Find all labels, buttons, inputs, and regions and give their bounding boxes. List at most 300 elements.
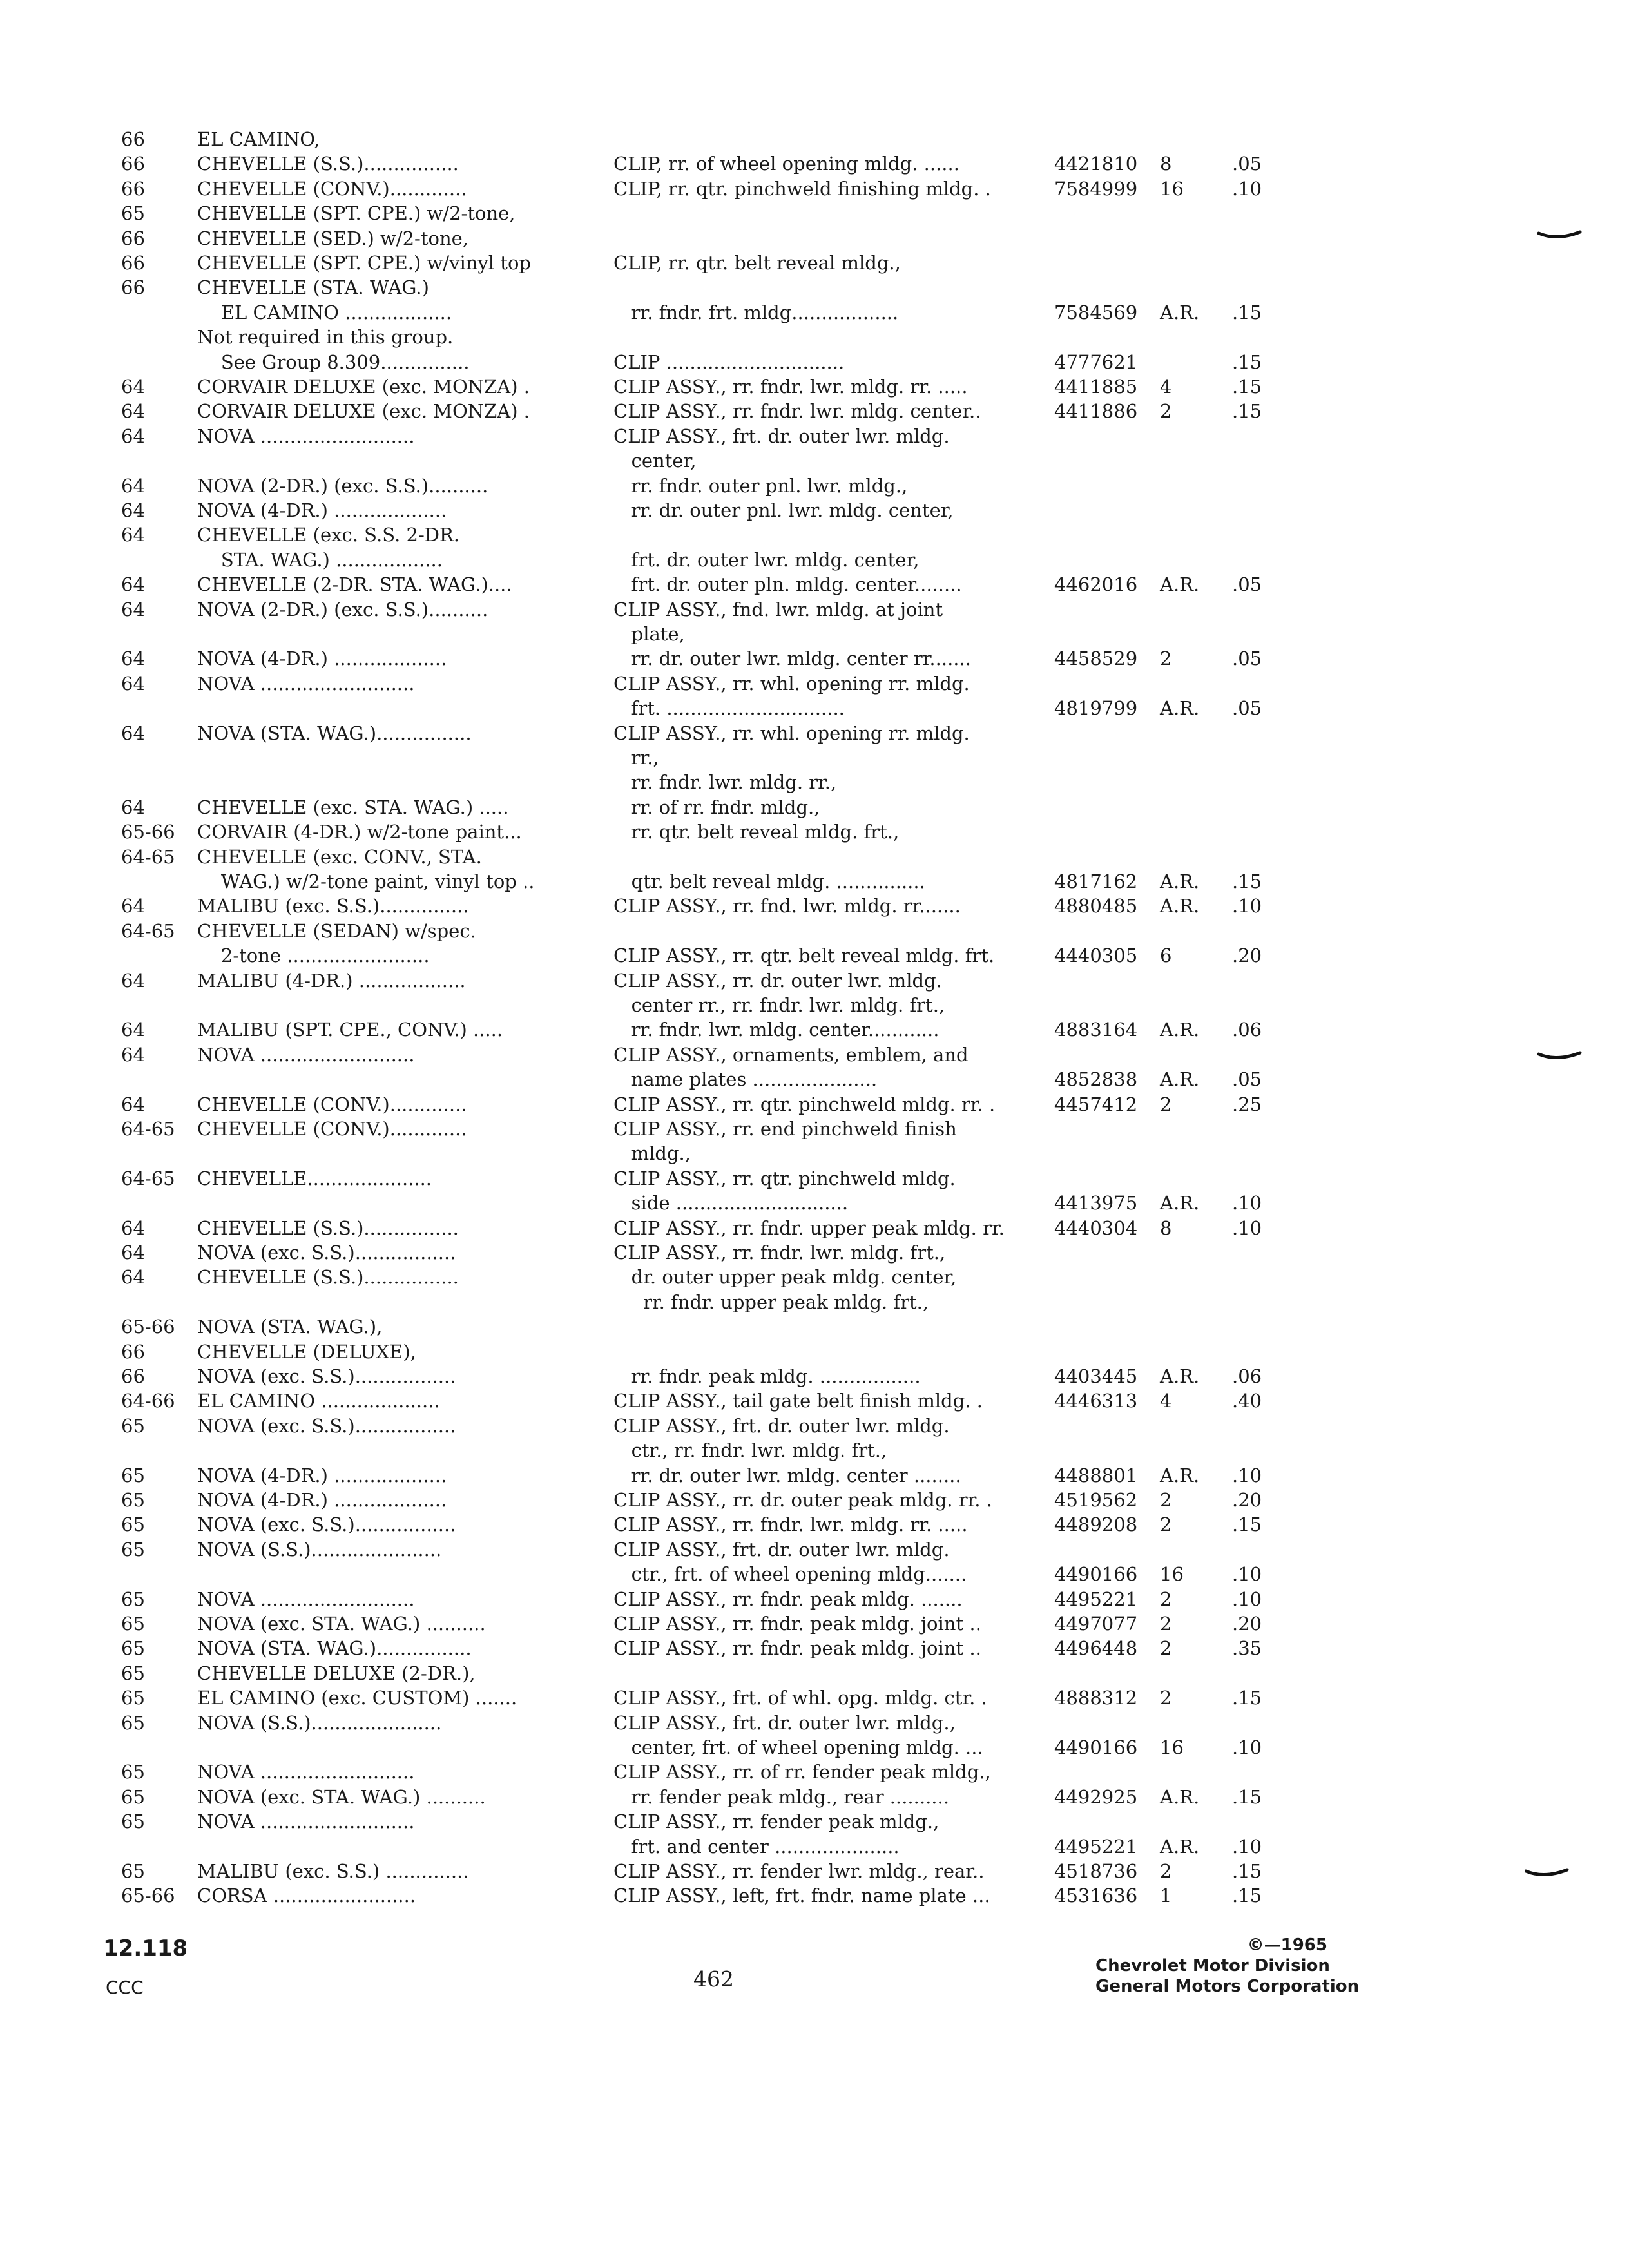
table-row [0,250,1629,276]
description-cell: CLIP ASSY., frt. dr. outer lwr. mldg. [613,1538,950,1561]
description-cell: ctr., frt. of wheel opening mldg....... [613,1563,967,1586]
year-cell: 64-65 [121,919,175,942]
quantity-cell: 2 [1160,648,1172,670]
description-cell: CLIP ASSY., frt. dr. outer lwr. mldg. [613,425,950,447]
year-cell: 65 [121,1637,145,1660]
table-row [0,943,1629,968]
price-cell: .05 [1232,1068,1262,1091]
table-row [0,1017,1629,1043]
model-cell: NOVA (STA. WAG.)................ [197,1637,472,1660]
table-row [0,1710,1629,1736]
division-name: Chevrolet Motor Division [1095,1956,1330,1975]
model-cell: NOVA .......................... [197,425,415,447]
model-cell: NOVA (4-DR.) ................... [197,1489,447,1511]
table-row [0,1314,1629,1340]
quantity-cell: 2 [1160,1860,1172,1882]
model-cell: MALIBU (exc. S.S.)............... [197,895,469,918]
table-row [0,844,1629,870]
description-cell: CLIP, rr. qtr. belt reveal mldg., [613,252,901,274]
table-row [0,423,1629,449]
table-row [0,1190,1629,1216]
table-row [0,1463,1629,1488]
table-row [0,1166,1629,1191]
year-cell: 64-65 [121,845,175,868]
description-cell: CLIP ASSY., rr. dr. outer peak mldg. rr. . [613,1489,992,1511]
year-cell: 64 [121,400,145,423]
description-cell: CLIP ASSY., rr. fnd. lwr. mldg. rr....... [613,895,961,918]
model-cell: CHEVELLE (S.S.)................ [197,153,459,175]
part-number-cell: 4440305 [1054,945,1138,967]
quantity-cell: 16 [1160,1563,1184,1586]
part-number-cell: 4883164 [1054,1019,1138,1041]
part-number-cell: 4457412 [1054,1093,1138,1115]
year-cell: 65 [121,1860,145,1882]
price-cell: .10 [1232,177,1262,200]
part-number-cell: 4496448 [1054,1637,1138,1660]
part-number-cell: 4458529 [1054,648,1138,670]
binding-tick-mark [1525,1867,1570,1880]
description-cell: side ............................. [613,1192,849,1215]
table-row [0,1240,1629,1265]
description-cell: dr. outer upper peak mldg. center, [613,1266,957,1289]
part-number-cell: 4421810 [1054,153,1138,175]
price-cell: .15 [1232,1860,1262,1882]
description-cell: CLIP ASSY., rr. qtr. belt reveal mldg. frt. [613,945,995,967]
year-cell: 64 [121,1242,145,1264]
model-cell: NOVA .......................... [197,1043,415,1066]
table-row [0,473,1629,499]
table-row [0,398,1629,424]
model-cell: NOVA (2-DR.) (exc. S.S.).......... [197,474,488,497]
description-cell: rr. dr. outer pnl. lwr. mldg. center, [613,499,954,521]
table-row [0,1388,1629,1414]
price-cell: .15 [1232,1687,1262,1709]
description-cell: frt. dr. outer pln. mldg. center........ [613,573,962,596]
description-cell: CLIP, rr. qtr. pinchweld finishing mldg. . [613,177,991,200]
model-cell: CORVAIR DELUXE (exc. MONZA) . [197,376,530,398]
description-cell: CLIP ASSY., ornaments, emblem, and [613,1043,969,1066]
model-cell: STA. WAG.) .................. [197,548,443,571]
quantity-cell: A.R. [1160,1464,1200,1486]
table-row [0,968,1629,994]
table-row [0,497,1629,523]
quantity-cell: A.R. [1160,697,1200,720]
price-cell: .15 [1232,1885,1262,1907]
model-cell: NOVA (exc. STA. WAG.) .......... [197,1785,486,1808]
quantity-cell: 16 [1160,1736,1184,1758]
table-row [0,794,1629,820]
model-cell: CHEVELLE (SPT. CPE.) w/2-tone, [197,202,516,225]
description-cell: center, [613,450,697,472]
description-cell: plate, [613,623,685,645]
year-cell: 65-66 [121,1885,175,1907]
year-cell: 64 [121,1216,145,1239]
table-row [0,992,1629,1018]
table-row [0,1561,1629,1587]
model-cell: CHEVELLE (STA. WAG.) [197,276,429,299]
quantity-cell: 2 [1160,400,1172,423]
description-cell: center rr., rr. fndr. lwr. mldg. frt., [613,994,945,1016]
table-row [0,151,1629,177]
year-cell: 64 [121,895,145,918]
model-cell: CHEVELLE (exc. STA. WAG.) ..... [197,796,509,818]
model-cell: EL CAMINO .................. [197,301,452,323]
table-row [0,597,1629,622]
table-row [0,695,1629,721]
year-cell: 64 [121,722,145,744]
model-cell: CHEVELLE (exc. S.S. 2-DR. [197,524,460,546]
part-number-cell: 4413975 [1054,1192,1138,1215]
model-cell: NOVA (exc. S.S.)................. [197,1365,456,1387]
model-cell: NOVA (4-DR.) ................... [197,499,447,521]
year-cell: 65 [121,1662,145,1684]
year-cell: 65 [121,1811,145,1833]
model-cell: CHEVELLE (SPT. CPE.) w/vinyl top [197,252,531,274]
model-cell: NOVA .......................... [197,1761,415,1783]
model-cell: NOVA (exc. S.S.)................. [197,1242,456,1264]
table-row [0,745,1629,771]
part-number-cell: 4531636 [1054,1885,1138,1907]
model-cell: NOVA (STA. WAG.)................ [197,722,472,744]
table-row [0,1140,1629,1166]
price-cell: .20 [1232,945,1262,967]
table-row [0,547,1629,573]
copyright-notice: ©—1965 [1247,1936,1327,1955]
part-number-cell: 4490166 [1054,1736,1138,1758]
part-number-cell: 7584999 [1054,177,1138,200]
part-number-cell: 4888312 [1054,1687,1138,1709]
description-cell: CLIP ASSY., rr. of rr. fender peak mldg., [613,1761,991,1783]
model-cell: CHEVELLE (S.S.)................ [197,1216,459,1239]
description-cell: mldg., [613,1142,691,1165]
description-cell: rr. fndr. frt. mldg.................. [613,301,899,323]
part-number-cell: 4880485 [1054,895,1138,918]
table-row [0,621,1629,647]
quantity-cell: A.R. [1160,1019,1200,1041]
year-cell: 65 [121,1464,145,1486]
description-cell: CLIP ASSY., rr. fndr. lwr. mldg. rr. ..... [613,1514,968,1536]
part-number-cell: 4440304 [1054,1216,1138,1239]
part-number-cell: 4403445 [1054,1365,1138,1387]
part-number-cell: 4495221 [1054,1588,1138,1610]
year-cell: 64-65 [121,1118,175,1140]
part-number-cell: 4411886 [1054,400,1138,423]
model-cell: EL CAMINO (exc. CUSTOM) ....... [197,1687,517,1709]
corporation-name: General Motors Corporation [1095,1977,1360,1996]
description-cell: CLIP ASSY., rr. dr. outer lwr. mldg. [613,969,942,992]
year-cell: 64 [121,1093,145,1115]
table-row [0,374,1629,399]
year-cell: 66 [121,227,145,249]
description-cell: rr. fender peak mldg., rear .......... [613,1785,949,1808]
catalog-code: CCC [106,1977,144,1998]
part-number-cell: 4446313 [1054,1390,1138,1412]
part-number-cell: 4852838 [1054,1068,1138,1091]
binding-tick-mark [1537,229,1583,242]
quantity-cell: 2 [1160,1637,1172,1660]
year-cell: 64 [121,672,145,695]
description-cell: CLIP ASSY., rr. fndr. peak mldg. ....... [613,1588,963,1610]
model-cell: NOVA (exc. S.S.)................. [197,1414,456,1437]
part-number-cell: 4777621 [1054,351,1138,373]
table-row [0,1611,1629,1637]
table-row [0,1586,1629,1612]
description-cell: CLIP ASSY., left, frt. fndr. name plate ... [613,1885,990,1907]
model-cell: NOVA (exc. S.S.)................. [197,1514,456,1536]
table-row [0,646,1629,671]
model-cell: CORVAIR (4-DR.) w/2-tone paint... [197,821,522,843]
part-number-cell: 4519562 [1054,1489,1138,1511]
quantity-cell: 2 [1160,1514,1172,1536]
quantity-cell: 8 [1160,153,1172,175]
price-cell: .20 [1232,1613,1262,1635]
table-row [0,349,1629,375]
description-cell: CLIP ASSY., rr. end pinchweld finish [613,1118,957,1140]
model-cell: CHEVELLE DELUXE (2-DR.), [197,1662,476,1684]
year-cell: 65-66 [121,821,175,843]
model-cell: NOVA (S.S.)...................... [197,1538,442,1561]
year-cell: 65 [121,1414,145,1437]
model-cell: See Group 8.309............... [197,351,470,373]
description-cell: CLIP ASSY., rr. qtr. pinchweld mldg. rr. . [613,1093,996,1115]
model-cell: CHEVELLE (CONV.)............. [197,1118,467,1140]
model-cell: MALIBU (4-DR.) .................. [197,969,466,992]
part-number-cell: 4489208 [1054,1514,1138,1536]
table-row [0,1487,1629,1513]
model-cell: CHEVELLE..................... [197,1167,432,1189]
year-cell: 65 [121,202,145,225]
year-cell: 65-66 [121,1316,175,1338]
table-row [0,324,1629,350]
year-cell: 65 [121,1538,145,1561]
model-cell: CHEVELLE (SED.) w/2-tone, [197,227,468,249]
description-cell: CLIP ASSY., frt. dr. outer lwr. mldg., [613,1711,956,1734]
page-number: 462 [693,1966,734,1992]
year-cell: 64 [121,796,145,818]
table-row [0,1883,1629,1908]
quantity-cell: 16 [1160,177,1184,200]
description-cell: CLIP ASSY., rr. fndr. upper peak mldg. rr. [613,1216,1005,1239]
table-row [0,819,1629,845]
table-row [0,1834,1629,1860]
table-row [0,769,1629,795]
year-cell: 64 [121,376,145,398]
year-cell: 66 [121,128,145,150]
price-cell: .10 [1232,1563,1262,1586]
description-cell: CLIP ASSY., frt. of whl. opg. mldg. ctr. . [613,1687,987,1709]
part-number-cell: 4817162 [1054,870,1138,892]
part-number-cell: 4411885 [1054,376,1138,398]
year-cell: 65 [121,1588,145,1610]
quantity-cell: A.R. [1160,895,1200,918]
price-cell: .15 [1232,1514,1262,1536]
description-cell: rr. fndr. lwr. mldg. center............ [613,1019,940,1041]
model-cell: NOVA (4-DR.) ................... [197,1464,447,1486]
price-cell: .25 [1232,1093,1262,1115]
part-number-cell: 4488801 [1054,1464,1138,1486]
table-row [0,1264,1629,1290]
part-number-cell: 7584569 [1054,301,1138,323]
price-cell: .15 [1232,351,1262,373]
model-cell: CHEVELLE (CONV.)............. [197,1093,467,1115]
table-row [0,671,1629,697]
description-cell: rr. dr. outer lwr. mldg. center ........ [613,1464,961,1486]
model-cell: CHEVELLE (SEDAN) w/spec. [197,919,476,942]
price-cell: .05 [1232,573,1262,596]
table-row [0,1685,1629,1711]
model-cell: CHEVELLE (exc. CONV., STA. [197,845,482,868]
price-cell: .05 [1232,648,1262,670]
description-cell: rr. qtr. belt reveal mldg. frt., [613,821,900,843]
description-cell: CLIP ASSY., rr. whl. opening rr. mldg. [613,672,970,695]
table-row [0,1537,1629,1562]
price-cell: .10 [1232,1736,1262,1758]
model-cell: NOVA (exc. STA. WAG.) .......... [197,1613,486,1635]
quantity-cell: A.R. [1160,1192,1200,1215]
price-cell: .10 [1232,1192,1262,1215]
description-cell: CLIP ASSY., rr. fndr. lwr. mldg. frt., [613,1242,946,1264]
price-cell: .10 [1232,1216,1262,1239]
quantity-cell: 2 [1160,1613,1172,1635]
price-cell: .35 [1232,1637,1262,1660]
price-cell: .20 [1232,1489,1262,1511]
year-cell: 64 [121,524,145,546]
table-row [0,1339,1629,1365]
year-cell: 64 [121,425,145,447]
description-cell: rr. dr. outer lwr. mldg. center rr....... [613,648,971,670]
year-cell: 65 [121,1489,145,1511]
quantity-cell: 4 [1160,1390,1172,1412]
price-cell: .10 [1232,1464,1262,1486]
table-row [0,1413,1629,1439]
description-cell: CLIP ASSY., rr. qtr. pinchweld mldg. [613,1167,956,1189]
table-row [0,1215,1629,1241]
year-cell: 64 [121,598,145,620]
model-cell: CHEVELLE (CONV.)............. [197,177,467,200]
table-row [0,1858,1629,1884]
quantity-cell: 2 [1160,1588,1172,1610]
description-cell: rr. of rr. fndr. mldg., [613,796,820,818]
model-cell: EL CAMINO .................... [197,1390,440,1412]
year-cell: 65 [121,1785,145,1808]
description-cell: CLIP ASSY., rr. fndr. lwr. mldg. center.. [613,400,981,423]
year-cell: 66 [121,1340,145,1363]
quantity-cell: A.R. [1160,301,1200,323]
model-cell: NOVA (2-DR.) (exc. S.S.).......... [197,598,488,620]
description-cell: CLIP .............................. [613,351,845,373]
year-cell: 64 [121,1266,145,1289]
table-row [0,1289,1629,1315]
binding-tick-mark [1537,1050,1583,1063]
year-cell: 65 [121,1687,145,1709]
quantity-cell: A.R. [1160,1365,1200,1387]
description-cell: CLIP ASSY., tail gate belt finish mldg. . [613,1390,983,1412]
year-cell: 64 [121,474,145,497]
table-row [0,226,1629,251]
year-cell: 65 [121,1613,145,1635]
part-number-cell: 4492925 [1054,1785,1138,1808]
table-row [0,1759,1629,1785]
part-number-cell: 4490166 [1054,1563,1138,1586]
model-cell: CORVAIR DELUXE (exc. MONZA) . [197,400,530,423]
price-cell: .40 [1232,1390,1262,1412]
description-cell: frt. dr. outer lwr. mldg. center, [613,548,920,571]
table-row [0,572,1629,597]
part-number-cell: 4462016 [1054,573,1138,596]
table-row [0,176,1629,202]
price-cell: .06 [1232,1365,1262,1387]
model-cell: NOVA .......................... [197,1588,415,1610]
description-cell: CLIP ASSY., rr. fender peak mldg., [613,1811,940,1833]
table-row [0,893,1629,919]
quantity-cell: 2 [1160,1687,1172,1709]
table-row [0,1363,1629,1389]
description-cell: CLIP ASSY., frt. dr. outer lwr. mldg. [613,1414,950,1437]
year-cell: 64-66 [121,1390,175,1412]
description-cell: rr. fndr. upper peak mldg. frt., [613,1291,929,1313]
description-cell: rr. fndr. lwr. mldg. rr., [613,771,837,794]
model-cell: NOVA .......................... [197,672,415,695]
year-cell: 65 [121,1514,145,1536]
table-row [0,1512,1629,1537]
description-cell: CLIP ASSY., fnd. lwr. mldg. at joint [613,598,943,620]
table-row [0,1116,1629,1142]
year-cell: 66 [121,276,145,299]
model-cell: Not required in this group. [197,326,454,349]
year-cell: 66 [121,1365,145,1387]
year-cell: 64 [121,1043,145,1066]
part-number-cell: 4518736 [1054,1860,1138,1882]
quantity-cell: A.R. [1160,573,1200,596]
description-cell: ctr., rr. fndr. lwr. mldg. frt., [613,1439,887,1462]
table-row [0,274,1629,300]
year-cell: 64 [121,573,145,596]
table-row [0,448,1629,474]
description-cell: frt. and center ..................... [613,1835,900,1858]
quantity-cell: A.R. [1160,1785,1200,1808]
year-cell: 65 [121,1761,145,1783]
table-row [0,1437,1629,1463]
model-cell: EL CAMINO, [197,128,320,150]
year-cell: 64 [121,499,145,521]
year-cell: 66 [121,252,145,274]
quantity-cell: 1 [1160,1885,1172,1907]
year-cell: 64 [121,648,145,670]
year-cell: 64 [121,969,145,992]
model-cell: CHEVELLE (2-DR. STA. WAG.).... [197,573,512,596]
table-row [0,1635,1629,1661]
model-cell: MALIBU (exc. S.S.) .............. [197,1860,469,1882]
table-row [0,1735,1629,1760]
model-cell: MALIBU (SPT. CPE., CONV.) ..... [197,1019,503,1041]
description-cell: frt. .............................. [613,697,845,720]
table-row [0,1809,1629,1834]
price-cell: .15 [1232,870,1262,892]
quantity-cell: 6 [1160,945,1172,967]
model-cell: 2-tone ........................ [197,945,430,967]
price-cell: .05 [1232,697,1262,720]
price-cell: .15 [1232,400,1262,423]
price-cell: .15 [1232,376,1262,398]
table-row [0,1042,1629,1068]
price-cell: .06 [1232,1019,1262,1041]
year-cell: 64 [121,1019,145,1041]
model-cell: CHEVELLE (S.S.)................ [197,1266,459,1289]
description-cell: rr., [613,747,659,769]
quantity-cell: 2 [1160,1489,1172,1511]
quantity-cell: 4 [1160,376,1172,398]
description-cell: qtr. belt reveal mldg. ............... [613,870,925,892]
